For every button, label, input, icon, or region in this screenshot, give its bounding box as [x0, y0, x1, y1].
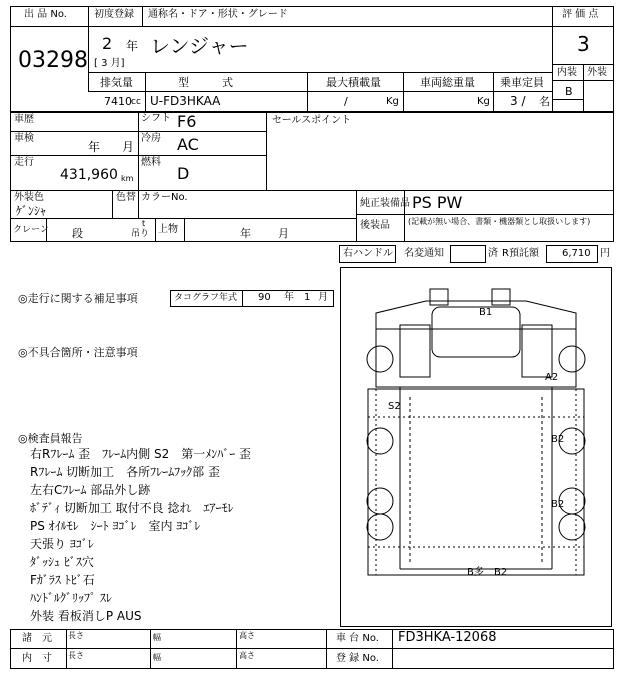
score-label: 評 価 点 [562, 9, 599, 20]
tachograph-year: 90 [258, 292, 271, 303]
divider [10, 648, 614, 649]
tachograph-year-unit: 年 [284, 292, 294, 303]
exterior-color-value: ｹﾞﾝｼｬ [16, 204, 47, 218]
recycle-status: 済 [488, 248, 498, 259]
sales-point-label: セールスポイント [272, 115, 352, 126]
fuel-label: 燃料 [141, 157, 161, 168]
divider [266, 112, 267, 190]
divider [242, 290, 243, 307]
upper-body-label: 上物 [158, 224, 178, 235]
displacement-value: 7410 [104, 95, 132, 108]
color-code-label: カラーNo. [141, 192, 188, 203]
divider [142, 6, 143, 26]
shift-label: シフト [141, 113, 171, 124]
divider [88, 91, 552, 92]
equipment-value: PS PW [412, 193, 463, 212]
exterior-label: 外装 [587, 67, 607, 78]
lot-label: 出 品 No. [24, 9, 67, 20]
km-unit: km [121, 174, 134, 183]
inspection-month-unit: 月 [122, 140, 135, 154]
report-line: ﾀﾞｯｼｭ ﾋﾞｽ穴 [30, 555, 94, 569]
capacity-unit: 名 [539, 95, 550, 108]
damage-mark: A2 [545, 372, 559, 383]
tachograph-month-unit: 月 [318, 292, 328, 303]
registration-label: 登 録 No. [336, 653, 379, 664]
inspection-label: 車検 [14, 133, 34, 144]
damage-mark: B2 [551, 434, 565, 445]
chassis-label: 車 台 No. [336, 633, 379, 644]
divider [10, 155, 266, 156]
max-load-label: 最大積載量 [326, 76, 381, 89]
damage-mark: B2 [494, 567, 508, 578]
crane-stage-unit: 段 [72, 227, 83, 240]
tachograph-label: タコグラフ年式 [174, 293, 238, 303]
interior-grade: B [565, 85, 573, 98]
report-line: 天張り ﾖｺﾞﾚ [30, 537, 94, 551]
report-line: Rﾌﾚｰﾑ 切断加工 各所ﾌﾚｰﾑﾌｯｸ部 歪 [30, 465, 220, 479]
divider [552, 26, 614, 27]
divider [10, 131, 266, 132]
inspection-year-unit: 年 [88, 140, 101, 154]
divider [392, 629, 393, 669]
damage-mark: B2 [551, 499, 565, 510]
displacement-label: 排気量 [100, 76, 133, 89]
dimensions-label: 諸 元 [22, 633, 52, 644]
divider [403, 72, 404, 112]
capacity-label: 乗車定員 [500, 76, 544, 89]
history-label: 車歴 [14, 114, 34, 125]
divider [66, 629, 67, 669]
divider [10, 218, 356, 219]
crane-label: クレーン [13, 225, 49, 235]
report-line: ﾊﾝﾄﾞﾙｸﾞﾘｯﾌﾟ ｽﾚ [30, 591, 112, 605]
report-line: ﾎﾞﾃﾞｨ 切断加工 取付不良 捻れ ｴｱｰﾓﾚ [30, 501, 234, 515]
model-code-label: 型 式 [178, 76, 233, 89]
inspector-report-label: ◎検査員報告 [18, 432, 83, 445]
aftermarket-note: (記載が無い場合、書類・機器類とし取扱いします) [408, 217, 591, 226]
interior-label: 内装 [557, 67, 577, 78]
recycle-amount: 6,710 [562, 248, 591, 259]
name-label: 通称名・ドア・形状・グレード [148, 9, 288, 20]
lot-number: 03298 [18, 48, 88, 73]
divider [307, 72, 308, 112]
divider [236, 629, 237, 669]
footer-frame [10, 629, 614, 669]
fuel-value: D [177, 164, 190, 183]
year-value: 2 [102, 34, 113, 53]
ac-value: AC [177, 135, 199, 154]
max-load-value: / [344, 95, 348, 108]
exterior-color-label: 外装色 [14, 192, 44, 203]
report-line: 左右Cﾌﾚｰﾑ 部品外し跡 [30, 483, 151, 497]
gross-weight-label: 車両総重量 [420, 76, 475, 89]
divider [552, 6, 553, 112]
name-change-box [450, 245, 486, 263]
divider [88, 6, 89, 91]
divider [552, 99, 583, 100]
yen-unit: 円 [600, 248, 610, 259]
damage-mark: B1 [479, 307, 493, 318]
kg-unit: Kg [386, 96, 399, 107]
crane-ton-unit: t [142, 219, 146, 228]
damage-mark: S2 [388, 401, 401, 412]
divider [493, 72, 494, 112]
length-label: 長さ [68, 631, 84, 640]
report-line: PS ｵｲﾙﾓﾚ ｼｰﾄ ﾖｺﾞﾚ 室内 ﾖｺﾞﾚ [30, 519, 201, 533]
name-change-label: 名変通知 [404, 248, 444, 259]
first-registration-label: 初度登録 [94, 9, 134, 20]
divider [356, 214, 614, 215]
divider [112, 190, 113, 218]
crane-hang-unit: 吊り [131, 229, 150, 239]
damage-mark: B多 [467, 567, 484, 578]
shift-value: F6 [177, 112, 197, 131]
tachograph-month: 1 [304, 292, 311, 303]
aftermarket-label: 後装品 [360, 220, 390, 231]
model-code: U-FD3HKAA [150, 94, 221, 108]
upper-year-unit: 年 [240, 227, 251, 240]
divider [10, 190, 614, 191]
model-name: レンジャー [150, 34, 249, 58]
driving-remarks-label: ◎走行に関する補足事項 [18, 292, 138, 305]
divider [150, 629, 151, 669]
capacity-value: 3 / [510, 94, 526, 108]
report-line: 外装 看板消しP AUS [30, 609, 142, 623]
kg-unit: Kg [477, 96, 490, 107]
divider [155, 218, 156, 242]
divider [138, 190, 139, 218]
width-label: 幅 [153, 653, 161, 662]
divider [10, 26, 552, 27]
mileage-label: 走行 [14, 157, 34, 168]
upper-month-unit: 月 [278, 227, 289, 240]
divider [145, 72, 146, 112]
report-line: 右Rﾌﾚｰﾑ 歪 ﾌﾚｰﾑ内側 S2 第一ﾒﾝﾊﾞｰ 歪 [30, 447, 252, 461]
divider [552, 80, 614, 81]
mileage-value: 431,960 [60, 167, 118, 183]
height-label: 高さ [239, 631, 255, 640]
equipment-label: 純正装備品 [360, 198, 410, 209]
height-label: 高さ [239, 651, 255, 660]
defects-label: ◎不具合箇所・注意事項 [18, 346, 138, 359]
cc-unit: cc [131, 97, 141, 107]
month-value: [ 3 月] [94, 58, 125, 69]
chassis-number: FD3HKA-12068 [398, 630, 497, 645]
interior-dimensions-label: 内 寸 [22, 653, 52, 664]
divider [583, 64, 584, 112]
divider [138, 112, 139, 190]
ac-label: 冷房 [141, 133, 161, 144]
divider [356, 190, 357, 242]
width-label: 幅 [153, 633, 161, 642]
score-value: 3 [577, 32, 590, 56]
divider [184, 218, 185, 242]
divider [88, 72, 552, 73]
right-hand-label: 右ハンドル [343, 248, 393, 259]
length-label: 長さ [68, 651, 84, 660]
divider [326, 629, 327, 669]
report-line: Fｶﾞﾗｽ ﾄﾋﾞ石 [30, 573, 95, 587]
year-unit: 年 [126, 39, 139, 53]
recycle-label: R預託額 [502, 248, 539, 259]
color-change-label: 色替 [116, 192, 136, 203]
